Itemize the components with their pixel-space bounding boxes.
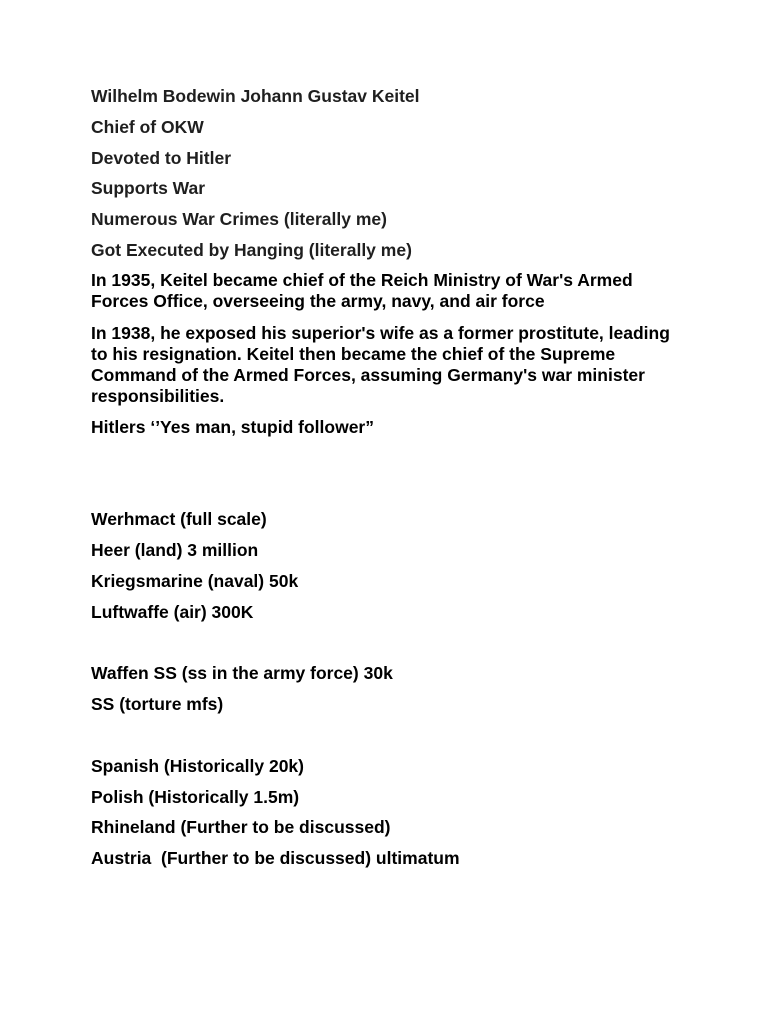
devotion-line: Devoted to Hitler [91,148,232,168]
luftwaffe-line: Luftwaffe (air) 300K [91,602,254,622]
execution-line: Got Executed by Hanging (literally me) [91,240,412,260]
heer-line: Heer (land) 3 million [91,540,259,560]
waffen-ss-line: Waffen SS (ss in the army force) 30k [91,663,393,683]
supports-war-line: Supports War [91,178,206,198]
name-line: Wilhelm Bodewin Johann Gustav Keitel [91,86,420,106]
rhineland-line: Rhineland (Further to be discussed) [91,817,391,837]
yes-man-line: Hitlers ‘’Yes man, stupid follower” [91,417,374,437]
paragraph-1935: In 1935, Keitel became chief of the Reich Ministry of War's Armed Forces Office, overseeing the army, navy, and air force [91,270,638,311]
kriegsmarine-line: Kriegsmarine (naval) 50k [91,571,299,591]
wehrmacht-line: Werhmact (full scale) [91,509,267,529]
war-crimes-line: Numerous War Crimes (literally me) [91,209,387,229]
austria-line: Austria (Further to be discussed) ultimatum [91,848,460,868]
spanish-line: Spanish (Historically 20k) [91,756,304,776]
polish-line: Polish (Historically 1.5m) [91,787,300,807]
paragraph-1938: In 1938, he exposed his superior's wife as a former prostitute, leading to his resignation. Keitel then became the chief of the Supreme Command of the Armed Forces, assuming Germany's war minister responsibilities. [91,323,675,406]
role-line: Chief of OKW [91,117,204,137]
ss-line: SS (torture mfs) [91,694,224,714]
